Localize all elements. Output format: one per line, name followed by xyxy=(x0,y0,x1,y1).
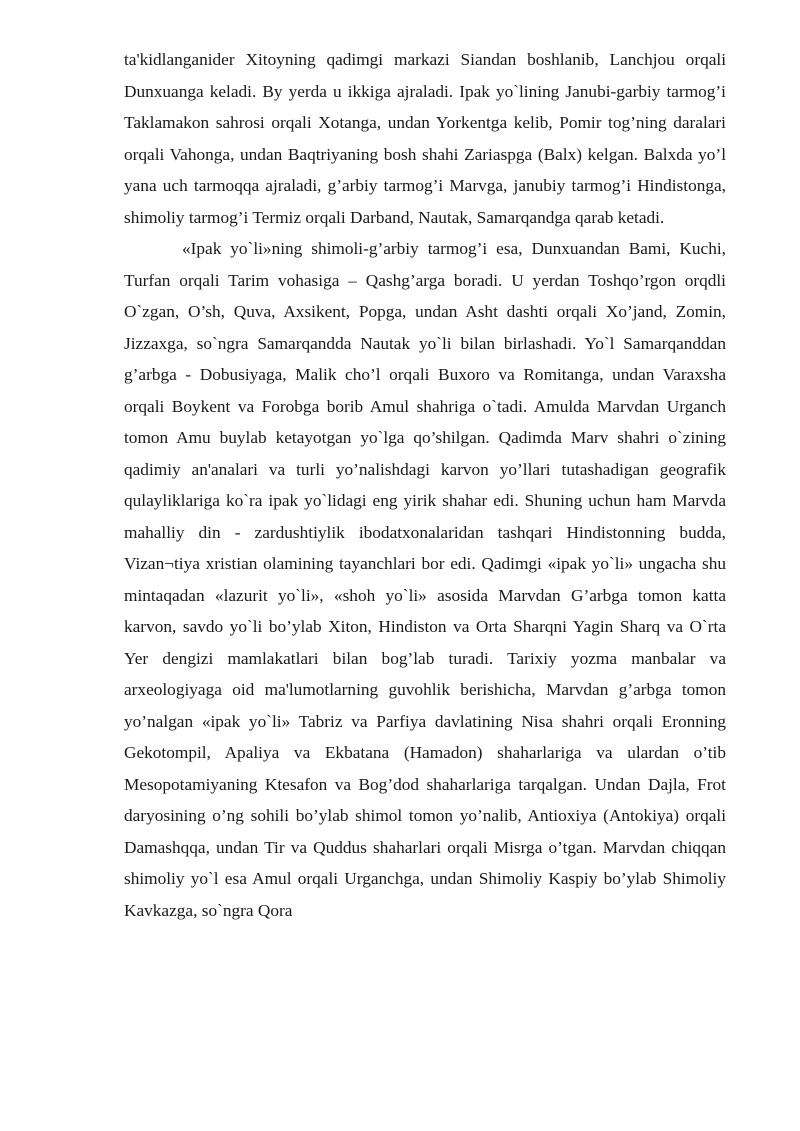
paragraph-1: ta'kidlanganider Xitoyning qadimgi markazi Siandan boshlanib, Lanchjou orqali Dunxuanga keladi. By yerda u ikkiga ajraladi. Ipak yo`lining Janubi-garbiy tarmog’i Taklamakon sahrosi orqali Xotanga, undan Yorkentga kelib, Pomir tog’ning daralari orqali Vahonga, undan Baqtriyaning bosh shahi Zariaspga (Balx) kelgan. Balxda yo’l yana uch tarmoqqa ajraladi, g’arbiy tarmog’i Marvga, janubiy tarmog’i Hindistonga, shimoliy tarmog’i Termiz orqali Darband, Nautak, Samarqandga qarab ketadi. xyxy=(124,50,726,227)
paragraph-2: «Ipak yo`li»ning shimoli-g’arbiy tarmog’i esa, Dunxuandan Bami, Kuchi, Turfan orqali Tarim vohasiga – Qashg’arga boradi. U yerdan Toshqo’rgon orqdli O`zgan, O’sh, Quva, Axsikent, Popga, undan Asht dashti orqali Xo’jand, Zomin, Jizzaxga, so`ngra Samarqandda Nautak yo`li bilan birlashadi. Yo`l Samarqanddan g’arbga - Dobusiyaga, Malik cho’l orqali Buxoro va Romitanga, undan Varaxsha orqali Boykent va Forobga borib Amul shahriga o`tadi. Amulda Marvdan Urganch tomon Amu buylab ketayotgan yo`lga qo’shilgan. Qadimda Marv shahri o`zining qadimiy an'analari va turli yo’nalishdagi karvon yo’llari tutashadigan geografik qulayliklariga ko`ra ipak yo`lidagi eng yirik shahar edi. Shuning uchun ham Marvda mahalliy din - zardushtiylik ibodatxonalaridan tashqari Hindistonning budda, Vizan¬tiya xristian olamining tayanchlari bor edi. Qadimgi «ipak yo`li» ungacha shu mintaqadan «lazurit yo`li», «shoh yo`li» asosida Marvdan G’arbga tomon katta karvon, savdo yo`li bo’ylab Xiton, Hindiston va Orta Sharqni Yagin Sharq va O`rta Yer dengizi mamlakatlari bilan bog’lab turadi. Tarixiy yozma manbalar va arxeologiyaga oid ma'lumotlarning guvohlik berishicha, Marvdan g’arbga tomon yo’nalgan «ipak yo`li» Tabriz va Parfiya davlatining Nisa shahri orqali Eronning Gekotompil, Apaliya va Ekbatana (Hamadon) shaharlariga va ulardan o’tib Mesopotamiyaning Ktesafon va Bog’dod shaharlariga tarqalgan. Undan Dajla, Frot daryosining o’ng sohili bo’ylab shimol tomon yo’nalib, Antioxiya (Antokiya) orqali Damashqqa, undan Tir va Quddus shaharlari orqali Misrga o’tgan. Marvdan chiqqan shimoliy yo`l esa Amul orqali Urganchga, undan Shimoliy Kaspiy bo’ylab Shimoliy Kavkazga, so`ngra Qora xyxy=(124,239,726,920)
body-text xyxy=(124,44,726,926)
